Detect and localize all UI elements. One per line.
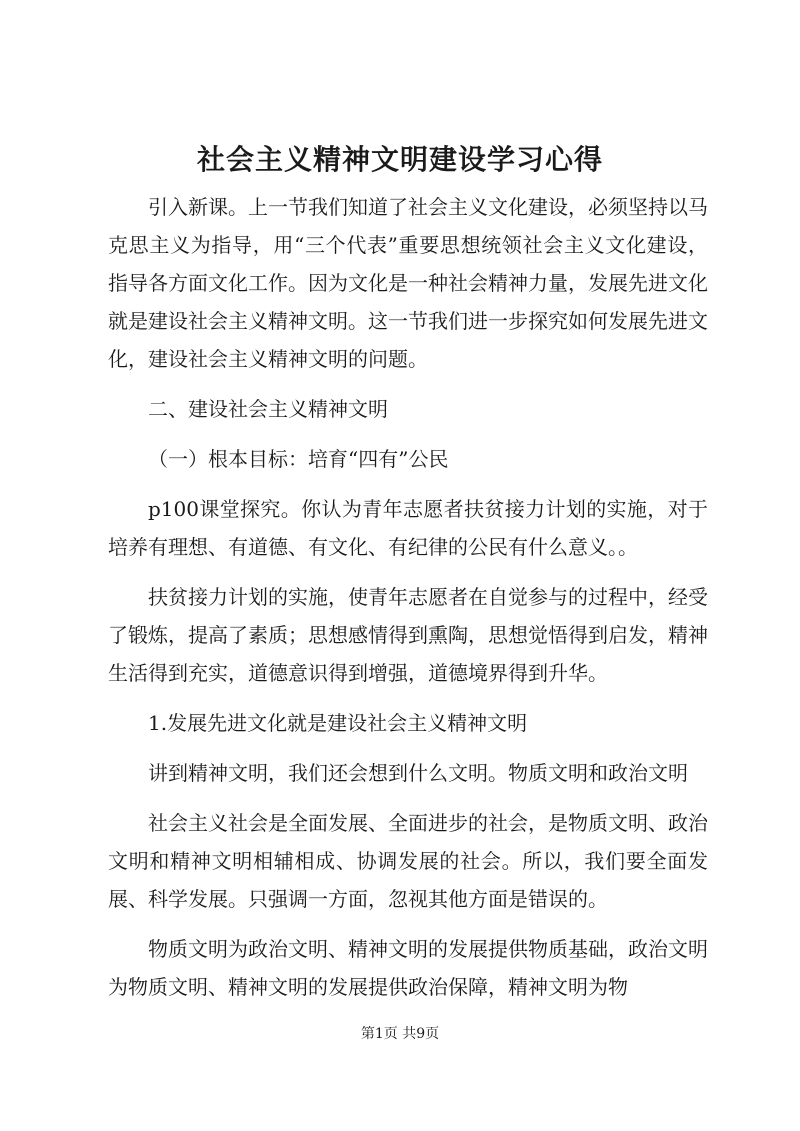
paragraph-answer: 扶贫接力计划的实施，使青年志愿者在自觉参与的过程中，经受了锻炼，提高了素质；思想感情得到熏陶，思想觉悟得到启发，精神生活得到充实，道德意识得到增强，道德境界得到升华。 bbox=[108, 585, 708, 685]
subsection-heading: （一）根本目标：培育“四有”公民 bbox=[148, 447, 449, 471]
paragraph-question: 讲到精神文明，我们还会想到什么文明。物质文明和政治文明 bbox=[148, 761, 688, 785]
page-footer: 第1页 共9页 bbox=[360, 1026, 440, 1042]
paragraph-exploration: p100课堂探究。你认为青年志愿者扶贫接力计划的实施，对于培养有理想、有道德、有文化、有纪律的公民有什么意义。。 bbox=[108, 497, 708, 559]
section-heading: 二、建设社会主义精神文明 bbox=[148, 397, 388, 421]
paragraph-intro: 引入新课。上一节我们知道了社会主义文化建设，必须坚持以马克思主义为指导，用“三个代表”重要思想统领社会主义文化建设，指导各方面文化工作。因为文化是一种社会精神力量，发展先进文化就是建设社会主义精神文明。这一节我们进一步探究如何发展先进文化，建设社会主义精神文明的问题。 bbox=[108, 195, 708, 371]
point-heading: 1.发展先进文化就是建设社会主义精神文明 bbox=[148, 711, 528, 735]
paragraph-civilizations: 物质文明为政治文明、精神文明的发展提供物质基础，政治文明为物质文明、精神文明的发展提供政治保障，精神文明为物 bbox=[108, 937, 708, 999]
document-body bbox=[108, 188, 708, 1006]
paragraph-society: 社会主义社会是全面发展、全面进步的社会，是物质文明、政治文明和精神文明相辅相成、协调发展的社会。所以，我们要全面发展、科学发展。只强调一方面，忽视其他方面是错误的。 bbox=[108, 811, 708, 911]
document-title: 社会主义精神文明建设学习心得 bbox=[196, 143, 603, 176]
